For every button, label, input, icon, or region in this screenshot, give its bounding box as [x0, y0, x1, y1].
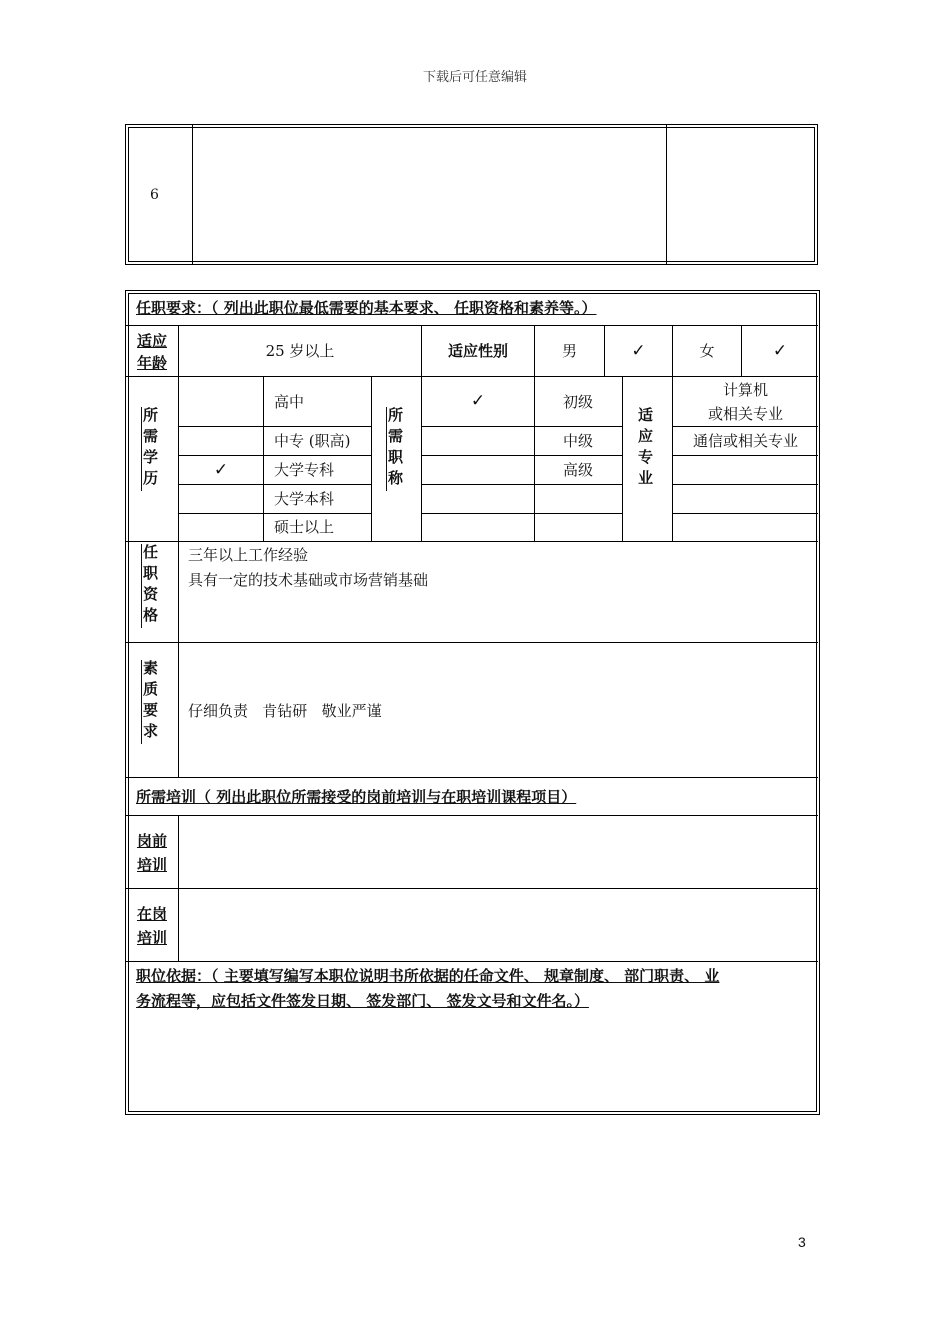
education-label: 所需学历	[141, 407, 159, 491]
row-number: 6	[150, 187, 159, 203]
title-check-1: ✓	[470, 391, 486, 411]
education-level-4: 大学本科	[274, 490, 335, 508]
on-job-training-label: 在岗培训	[136, 905, 167, 947]
gender-female: 女	[699, 342, 715, 360]
title-level-1: 初级	[563, 393, 594, 411]
title-label: 所需职称	[386, 407, 404, 491]
age-value: 25 岁以上	[265, 342, 335, 360]
education-level-5: 硕士以上	[274, 518, 335, 536]
gender-female-check: ✓	[772, 341, 788, 361]
training-title: 所需培训（ 列出此职位所需接受的岗前培训与在职培训课程项目）	[136, 788, 577, 806]
major-item-2: 或相关专业	[707, 405, 783, 423]
section-title: 任职要求：（ 列出此职位最低需要的基本要求、 任职资格和素养等。）	[136, 299, 597, 317]
title-level-3: 高级	[563, 461, 594, 479]
major-label: 适应专业	[636, 407, 654, 491]
education-level-2: 中专 (职高)	[274, 432, 351, 450]
gender-label: 适应性别	[447, 342, 508, 360]
page-header-watermark: 下载后可任意编辑	[422, 70, 527, 85]
education-level-1: 高中	[274, 393, 305, 411]
pre-job-training-label: 岗前培训	[136, 832, 167, 874]
quality-label: 素质要求	[141, 660, 159, 744]
page-number: 3	[798, 1234, 806, 1250]
education-level-3: 大学专科	[274, 461, 335, 479]
major-item-3: 通信或相关专业	[692, 432, 798, 450]
age-label: 适应年龄	[136, 332, 167, 372]
education-check-3: ✓	[213, 460, 229, 480]
title-level-2: 中级	[563, 432, 594, 450]
qualification-line-1: 三年以上工作经验	[188, 546, 309, 564]
gender-male-check: ✓	[631, 341, 646, 361]
qualification-label: 任职资格	[141, 544, 159, 628]
basis-line-2: 务流程等，应包括文件签发日期、 签发部门、 签发文号和文件名。）	[136, 992, 589, 1010]
qualification-line-2: 具有一定的技术基础或市场营销基础	[188, 571, 429, 589]
gender-male: 男	[561, 342, 577, 360]
major-item-1: 计算机	[722, 381, 768, 399]
basis-line-1: 职位依据：（ 主要填写编写本职位说明书所依据的任命文件、 规章制度、 部门职责、 业	[136, 967, 720, 985]
quality-value: 仔细负责 肯钻研 敬业严谨	[188, 702, 382, 720]
